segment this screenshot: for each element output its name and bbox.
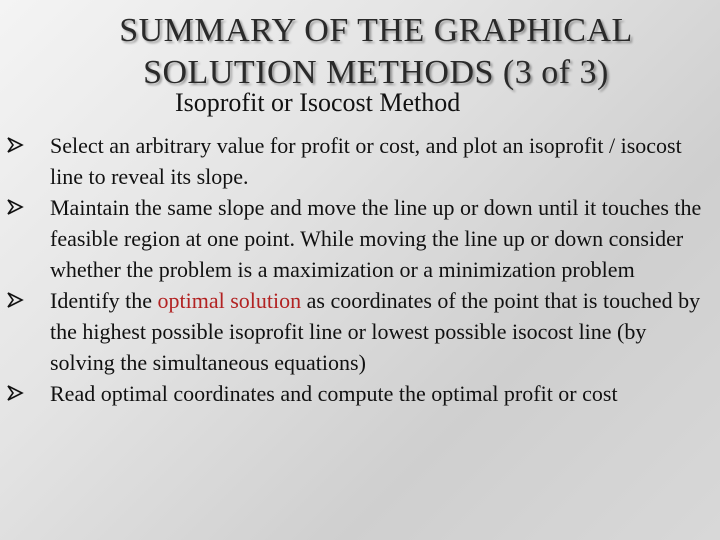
bullet-text bbox=[50, 288, 700, 375]
bullet-list bbox=[0, 130, 720, 409]
bullet-text: Read optimal coordinates and compute the optimal profit or cost bbox=[50, 381, 618, 406]
optimal-solution-highlight: optimal solution bbox=[157, 288, 302, 313]
bullet-item bbox=[0, 285, 710, 378]
bullet-item bbox=[0, 130, 710, 192]
bullet-text-part: Identify the bbox=[50, 288, 158, 313]
slide-title-line-1: SUMMARY OF THE GRAPHICAL bbox=[119, 12, 633, 49]
arrow-bullet-icon bbox=[6, 378, 36, 402]
bullet-text: Select an arbitrary value for profit or cost, and plot an isoprofit / isocost line to reveal its slope. bbox=[50, 133, 682, 189]
slide-title-line-2: SOLUTION METHODS (3 of 3) bbox=[143, 54, 609, 91]
slide-title bbox=[0, 10, 720, 94]
arrow-bullet-icon bbox=[6, 192, 36, 216]
arrow-bullet-icon bbox=[6, 130, 36, 154]
bullet-item bbox=[0, 378, 710, 409]
bullet-text: Maintain the same slope and move the line up or down until it touches the feasible region at one point. While moving the line up or down consider whether the problem is a maximization or a minimization problem bbox=[50, 195, 702, 282]
bullet-item bbox=[0, 192, 710, 285]
arrow-bullet-icon bbox=[6, 285, 36, 309]
slide-subtitle: Isoprofit or Isocost Method bbox=[175, 88, 461, 117]
bullet-text-part: as coordinates of the point that is touched by the highest possible isoprofit line or lowest possible isocost line (by solving the simultaneous equations) bbox=[50, 288, 701, 375]
